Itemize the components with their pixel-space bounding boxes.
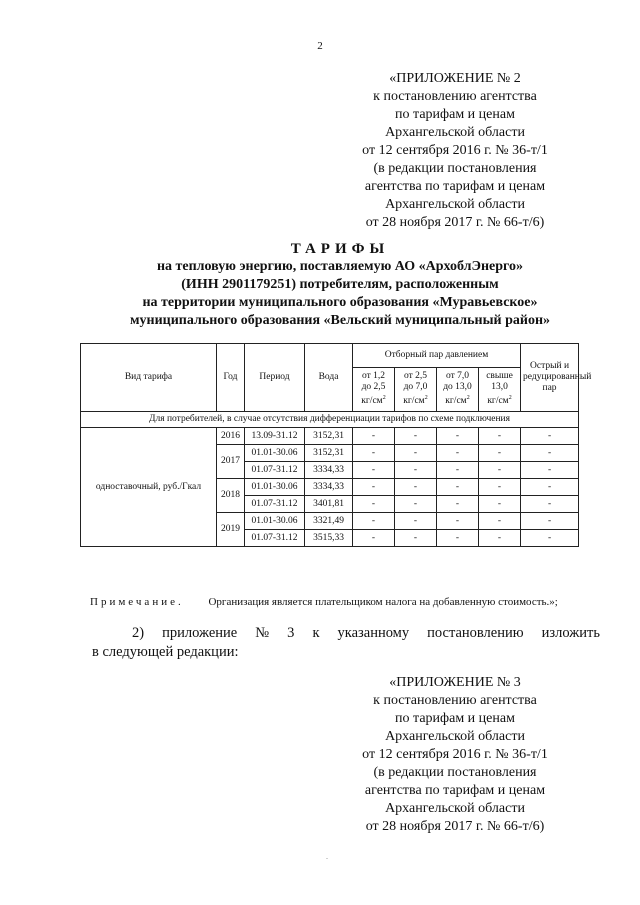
- appendix-2-header: [330, 70, 580, 232]
- paragraph-word: №: [255, 625, 270, 641]
- header-period: Период: [245, 344, 305, 412]
- pressure-cell: -: [437, 462, 479, 479]
- pressure-cell: -: [437, 496, 479, 513]
- water-cell: 3321,49: [305, 513, 353, 530]
- header-pressure-2: от 2,5 до 7,0 $кг/см^2$: [395, 368, 437, 412]
- pressure-cell: -: [395, 462, 437, 479]
- pressure-cell: -: [479, 462, 521, 479]
- water-cell: 3334,33: [305, 462, 353, 479]
- pressure-cell: -: [353, 513, 395, 530]
- header-pressure-1: от 1,2 до 2,5 $кг/см^2$: [353, 368, 395, 412]
- pressure-cell: -: [437, 479, 479, 496]
- tariff-table: [80, 343, 592, 547]
- appendix-line: (в редакции постановления: [373, 161, 537, 176]
- sharp-steam-cell: -: [521, 479, 579, 496]
- pressure-cell: -: [479, 496, 521, 513]
- sharp-steam-cell: -: [521, 445, 579, 462]
- table-subheader: Для потребителей, в случае отсутствия дифференциации тарифов по схеме подключения: [81, 412, 579, 428]
- note-label: Примечание.: [90, 596, 184, 608]
- appendix-line: агентства по тарифам и ценам: [364, 179, 546, 194]
- water-cell: 3515,33: [305, 530, 353, 547]
- document-title: [80, 240, 600, 330]
- appendix-line: от 28 ноября 2017 г. № 66-т/6): [365, 215, 545, 230]
- paragraph-line-2: в следующей редакции:: [92, 644, 239, 660]
- pressure-cell: -: [479, 479, 521, 496]
- appendix-line: Архангельской области: [385, 125, 525, 140]
- header-pressure-4: свыше 13,0 $кг/см^2$: [479, 368, 521, 412]
- sharp-steam-cell: -: [521, 428, 579, 445]
- pressure-cell: -: [437, 513, 479, 530]
- page-number: 2: [317, 40, 323, 52]
- year-cell: 2016: [217, 428, 245, 445]
- paragraph-word: постановлению: [427, 625, 524, 641]
- header-tariff-type: Вид тарифа: [81, 344, 217, 412]
- water-cell: 3334,33: [305, 479, 353, 496]
- paragraph-word: приложение: [162, 625, 238, 641]
- year-cell: 2017: [217, 445, 245, 479]
- year-cell: 2019: [217, 513, 245, 547]
- appendix-line: от 28 ноября 2017 г. № 66-т/6): [365, 819, 545, 834]
- year-cell: 2018: [217, 479, 245, 513]
- sharp-steam-cell: -: [521, 513, 579, 530]
- title-main: ТАРИФЫ: [290, 241, 390, 257]
- appendix-3-header: [330, 674, 580, 836]
- appendix-line: по тарифам и ценам: [395, 107, 515, 122]
- pressure-cell: -: [479, 428, 521, 445]
- pressure-cell: -: [395, 513, 437, 530]
- title-line: на тепловую энергию, поставляемую АО «АрхоблЭнерго»: [156, 259, 524, 274]
- sharp-steam-cell: -: [521, 462, 579, 479]
- paragraph-word: к: [312, 625, 320, 641]
- pressure-cell: -: [353, 445, 395, 462]
- period-cell: 01.07-31.12: [245, 530, 305, 547]
- pressure-cell: -: [479, 530, 521, 547]
- pressure-cell: -: [353, 428, 395, 445]
- paragraph-word: 3: [287, 625, 295, 641]
- pressure-cell: -: [395, 445, 437, 462]
- pressure-cell: -: [395, 479, 437, 496]
- appendix-line: от 12 сентября 2016 г. № 36-т/1: [362, 747, 548, 762]
- period-cell: 01.01-30.06: [245, 513, 305, 530]
- paragraph-word: изложить: [541, 625, 600, 641]
- pressure-cell: -: [395, 496, 437, 513]
- tariff-label: одноставочный, руб./Гкал: [81, 428, 217, 547]
- footer-mark: .: [326, 852, 328, 861]
- appendix-line: «ПРИЛОЖЕНИЕ № 3: [389, 675, 521, 690]
- amendment-paragraph: [92, 624, 600, 662]
- pressure-cell: -: [395, 428, 437, 445]
- appendix-line: по тарифам и ценам: [395, 711, 515, 726]
- sharp-steam-cell: -: [521, 496, 579, 513]
- title-line: (ИНН 2901179251) потребителям, расположенным: [181, 277, 499, 292]
- pressure-cell: -: [479, 513, 521, 530]
- appendix-line: «ПРИЛОЖЕНИЕ № 2: [389, 71, 521, 86]
- appendix-line: Архангельской области: [385, 729, 525, 744]
- pressure-cell: -: [353, 496, 395, 513]
- paragraph-line-1: [92, 624, 600, 643]
- period-cell: 01.01-30.06: [245, 445, 305, 462]
- water-cell: 3152,31: [305, 445, 353, 462]
- pressure-cell: -: [437, 530, 479, 547]
- pressure-cell: -: [437, 445, 479, 462]
- period-cell: 13.09-31.12: [245, 428, 305, 445]
- table-row: [81, 428, 579, 445]
- pressure-cell: -: [395, 530, 437, 547]
- paragraph-word: указанному: [337, 625, 410, 641]
- header-sharp-steam: Острый и редуцированный пар: [521, 344, 579, 412]
- header-pressure-3: от 7,0 до 13,0 $кг/см^2$: [437, 368, 479, 412]
- title-line: муниципального образования «Вельский муниципальный район»: [129, 313, 551, 328]
- header-selected-steam: Отборный пар давлением: [353, 344, 521, 368]
- pressure-cell: -: [353, 479, 395, 496]
- pressure-cell: -: [479, 445, 521, 462]
- appendix-line: агентства по тарифам и ценам: [364, 783, 546, 798]
- appendix-line: к постановлению агентства: [373, 693, 537, 708]
- pressure-cell: -: [353, 530, 395, 547]
- pressure-cell: -: [353, 462, 395, 479]
- period-cell: 01.01-30.06: [245, 479, 305, 496]
- appendix-line: (в редакции постановления: [373, 765, 537, 780]
- pressure-cell: -: [437, 428, 479, 445]
- water-cell: 3401,81: [305, 496, 353, 513]
- sharp-steam-cell: -: [521, 530, 579, 547]
- paragraph-word: 2): [132, 625, 145, 641]
- period-cell: 01.07-31.12: [245, 462, 305, 479]
- header-year: Год: [217, 344, 245, 412]
- note-text: Организация является плательщиком налога на добавленную стоимость.»;: [208, 596, 558, 608]
- appendix-line: Архангельской области: [385, 801, 525, 816]
- table-note: [90, 596, 558, 608]
- appendix-line: от 12 сентября 2016 г. № 36-т/1: [362, 143, 548, 158]
- header-water: Вода: [305, 344, 353, 412]
- water-cell: 3152,31: [305, 428, 353, 445]
- period-cell: 01.07-31.12: [245, 496, 305, 513]
- appendix-line: к постановлению агентства: [373, 89, 537, 104]
- appendix-line: Архангельской области: [385, 197, 525, 212]
- title-line: на территории муниципального образования «Муравьевское»: [142, 295, 538, 310]
